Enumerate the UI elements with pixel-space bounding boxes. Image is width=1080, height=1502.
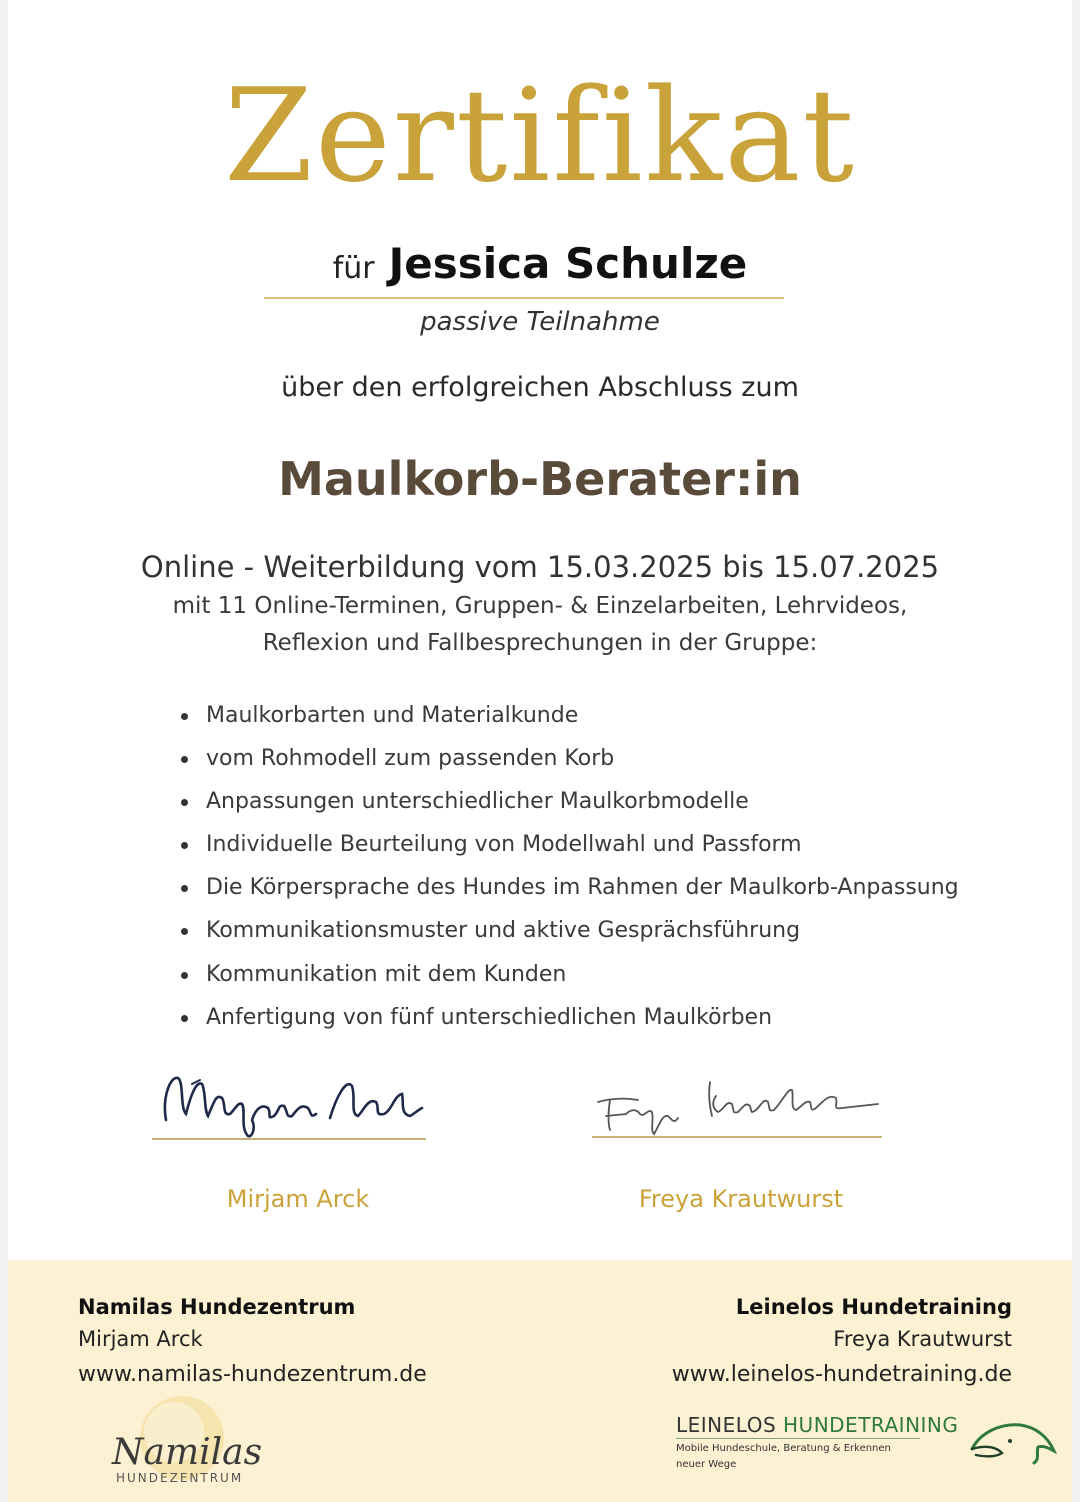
footer-right: [672, 1292, 1012, 1394]
certificate-page: [8, 0, 1072, 1502]
leinelos-logo-tagline: Mobile Hundeschule, Beratung & Erkennen neuer Wege: [676, 1438, 920, 1473]
signatory-name-left: Mirjam Arck: [226, 1185, 370, 1213]
topic-item: vom Rohmodell zum passenden Korb: [178, 737, 1038, 780]
topic-item: Anfertigung von fünf unterschiedlichen Maulkörben: [178, 996, 1038, 1039]
participation-type: passive Teilnahme: [420, 307, 660, 337]
namilas-logo: [104, 1392, 264, 1502]
description-line-2: Reflexion und Fallbesprechungen in der Gruppe:: [262, 630, 818, 656]
signature-line: [592, 1136, 882, 1138]
footer-person-right: Freya Krautwurst: [833, 1327, 1012, 1351]
topic-item: Individuelle Beurteilung von Modellwahl und Passform: [178, 823, 1038, 866]
recipient-line: [8, 234, 1072, 303]
course-title: Maulkorb-Berater:in: [278, 452, 802, 506]
dog-head-logo-icon: [966, 1415, 1058, 1471]
footer-person-left: Mirjam Arck: [78, 1327, 203, 1351]
handwritten-signature-krautwurst: [592, 1068, 882, 1136]
course-dates: Online - Weiterbildung vom 15.03.2025 bis 15.07.2025: [140, 550, 940, 584]
for-label: für: [332, 251, 375, 286]
course-description: [8, 588, 1072, 662]
topic-item: Kommunikationsmuster und aktive Gesprächsführung: [178, 909, 1038, 952]
leinelos-logo-wordmark: LEINELOS HUNDETRAINING: [676, 1413, 959, 1437]
topic-item: Anpassungen unterschiedlicher Maulkorbmodelle: [178, 780, 1038, 823]
certificate-title: Zertifikat: [224, 62, 856, 211]
footer-website-right[interactable]: www.leinelos-hundetraining.de: [671, 1362, 1012, 1387]
intro-text: über den erfolgreichen Abschluss zum: [281, 372, 799, 403]
namilas-logo-mark: [104, 1392, 264, 1498]
handwritten-signature-arck: [152, 1058, 426, 1138]
topic-list: [178, 694, 1038, 1039]
footer-website-left[interactable]: www.namilas-hundezentrum.de: [78, 1362, 427, 1387]
footer-org-left: Namilas Hundezentrum: [78, 1295, 356, 1319]
signature-left: [152, 1058, 426, 1140]
topic-item: Maulkorbarten und Materialkunde: [178, 694, 1038, 737]
leinelos-logo: [676, 1412, 1058, 1473]
recipient-name: Jessica Schulze: [388, 239, 748, 288]
recipient-underline: [264, 297, 784, 299]
signatory-name-right: Freya Krautwurst: [638, 1185, 844, 1213]
svg-text:HUNDEZENTRUM: HUNDEZENTRUM: [116, 1471, 244, 1485]
signature-line: [152, 1138, 426, 1140]
footer-org-right: Leinelos Hundetraining: [735, 1295, 1012, 1319]
footer-left: [78, 1292, 427, 1394]
description-line-1: mit 11 Online-Terminen, Gruppen- & Einzelarbeiten, Lehrvideos,: [172, 593, 908, 619]
signature-right: [592, 1068, 882, 1138]
topic-item: Kommunikation mit dem Kunden: [178, 953, 1038, 996]
svg-text:Namilas: Namilas: [112, 1432, 263, 1473]
topic-item: Die Körpersprache des Hundes im Rahmen der Maulkorb-Anpassung: [178, 866, 1038, 909]
